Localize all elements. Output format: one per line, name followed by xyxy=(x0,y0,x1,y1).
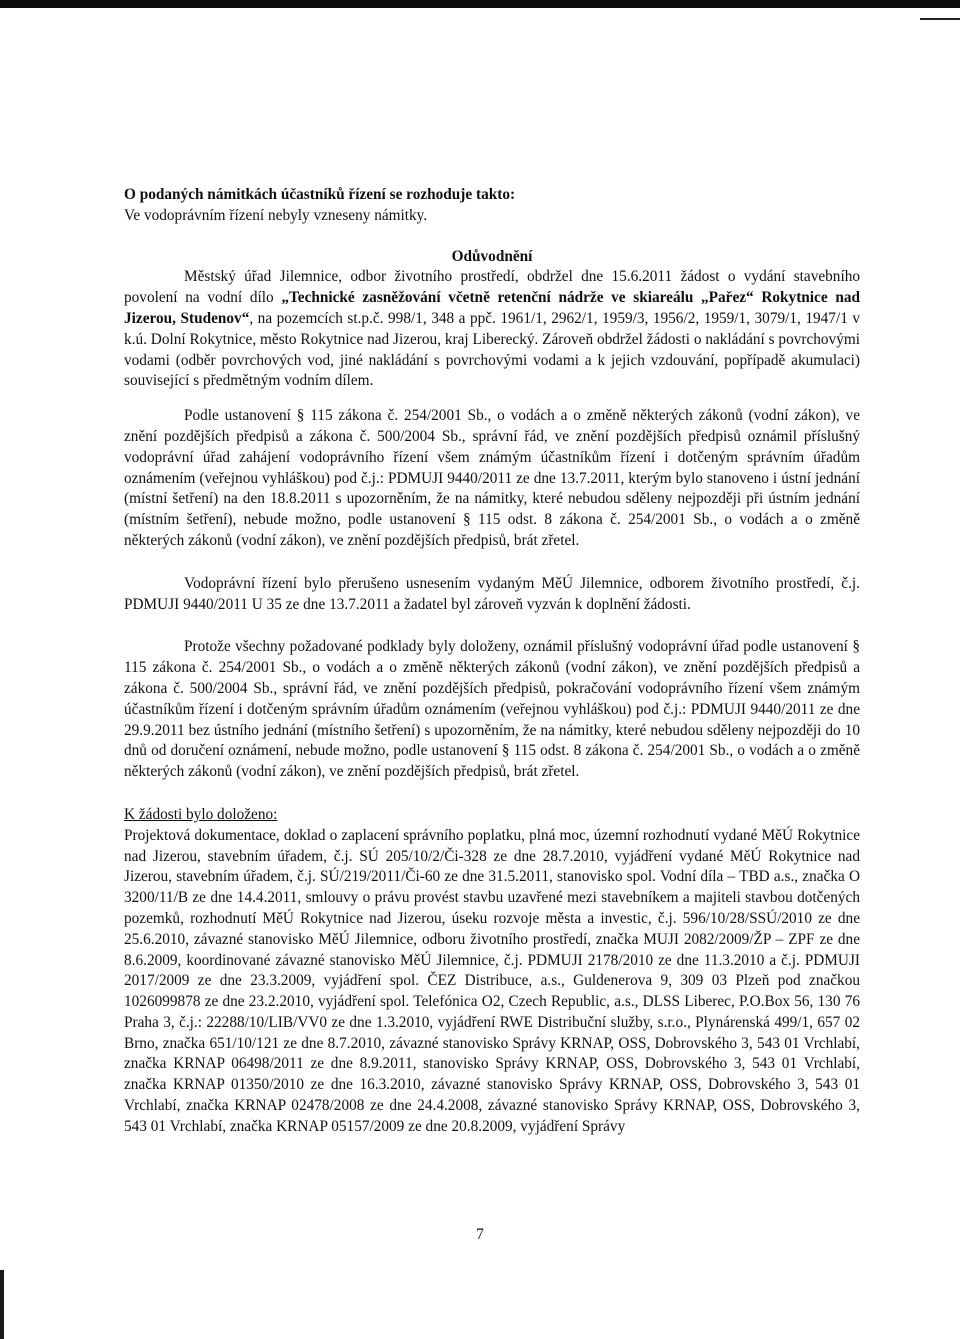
reasoning-paragraph-4: Protože všechny požadované podklady byly doloženy, oznámil příslušný vodoprávní úřad podle ustanovení § 115 zákona č. 254/2001 Sb., o vodách a o změně některých zákonů (vodní zákon), ve znění pozdějších předpisů a zákona č. 500/2004 Sb., správní řád, ve znění pozdějších předpisů, pokračování vodoprávního řízení všem známým účastníkům řízení i dotčeným správním úřadům oznámením (veřejnou vyhláškou) pod č.j.: PDMUJI 9440/2011 ze dne 29.9.2011 bez ústního jednání (místního šetření) s upozorněním, že na námitky, které nebudou sděleny nejpozději do 10 dnů od doručení oznámení, nebude možno, podle ustanovení § 115 odst. 8 zákona č. 254/2001 Sb., o vodách a o změně některých zákonů (vodní zákon), ve znění pozdějších předpisů, brát zřetel. xyxy=(124,638,860,781)
page-number: 7 xyxy=(476,1226,484,1243)
document-page xyxy=(124,185,860,1138)
reasoning-paragraph-3: Vodoprávní řízení bylo přerušeno usnesením vydaným MěÚ Jilemnice, odborem životního prostředí, č.j. PDMUJI 9440/2011 U 35 ze dne 13.7.2011 a žadatel byl zároveň vyzván k doplnění žádosti. xyxy=(124,574,860,613)
decision-heading: O podaných námitkách účastníků řízení se rozhoduje takto: xyxy=(124,186,516,203)
attachments-heading: K žádosti bylo doloženo: xyxy=(124,805,278,823)
reasoning-p1-rest: , na pozemcích st.p.č. 998/1, 348 a ppč. 1961/1, 2962/1, 1959/3, 1956/2, 1959/1, 3079/1, 1947/1 v k.ú. Dolní Rokytnice, město Rokytnice nad Jizerou, kraj Liberecký. Zároveň obdržel žádosti o nakládání s povrchovými vodami (odběr povrchových vod, jiné nakládání s povrchovými vodami a k jejich vzdouvání, popřípadě akumulaci) související s předmětným vodním dílem. xyxy=(124,309,860,390)
project-name: „Technické zasněžování včetně retenční nádrže ve skiareálu „Pařez“ Rokytnice nad Jizerou, Studenov“ xyxy=(124,289,860,327)
attachments-text: Projektová dokumentace, doklad o zaplacení správního poplatku, plná moc, územní rozhodnutí vydané MěÚ Rokytnice nad Jizerou, stavebním úřadem, č.j. SÚ 205/10/2/Či-328 ze dne 28.7.2010, vyjádření vydané MěÚ Rokytnice nad Jizerou, stavebním úřadem, č.j. SÚ/219/2011/Či-60 ze dne 31.5.2011, stanovisko spol. Vodní díla – TBD a.s., značka O 3200/11/B ze dne 14.4.2011, smlouvy o právu provést stavbu uzavřené mezi stavebníkem a majiteli stavbou dotčených pozemků, rozhodnutí MěÚ Rokytnice nad Jizerou, úseku rozvoje města a investic, č.j. 596/10/28/SSÚ/2010 ze dne 25.6.2010, závazné stanovisko MěÚ Jilemnice, odboru životního prostředí, značka MUJI 2082/2009/ŽP – ZPF ze dne 8.6.2009, koordinované závazné stanovisko MěÚ Jilemnice, č.j. PDMUJI 2178/2010 ze dne 11.3.2010 a č.j. PDMUJI 2017/2009 ze dne 23.3.2009, vyjádření spol. ČEZ Distribuce, a.s., Guldenerova 9, 309 03 Plzeň pod značkou 1026099878 ze dne 23.2.2010, vyjádření spol. Telefónica O2, Czech Republic, a.s., DLSS Liberec, P.O.Box 56, 130 76 Praha 3, č.j.: 22288/10/LIB/VV0 ze dne 1.3.2010, vyjádření RWE Distribuční služby, s.r.o., Plynárenská 499/1, 657 02 Brno, značka 651/10/121 ze dne 8.7.2010, závazné stanovisko Správy KRNAP, OSS, Dobrovského 3, 543 01 Vrchlabí, značka KRNAP 06498/2011 ze dne 8.9.2011, stanovisko Správy KRNAP, OSS, Dobrovského 3, 543 01 Vrchlabí, značka KRNAP 01350/2010 ze dne 16.3.2010, závazné stanovisko Správy KRNAP, OSS, Dobrovského 3, 543 01 Vrchlabí, značka KRNAP 02478/2008 ze dne 24.4.2008, závazné stanovisko Správy KRNAP, OSS, Dobrovského 3, 543 01 Vrchlabí, značka KRNAP 05157/2009 ze dne 20.8.2009, vyjádření Správy xyxy=(124,826,860,1135)
scan-edge-top xyxy=(0,0,960,8)
reasoning-p1-intro: Městský úřad Jilemnice, odbor životního prostředí, obdržel dne 15.6.2011 žádost o vydání stavebního povolení na vodní dílo xyxy=(124,268,860,307)
reasoning-paragraph-1 xyxy=(124,267,860,392)
reasoning-heading: Odůvodnění xyxy=(451,247,533,265)
reasoning-paragraph-2: Podle ustanovení § 115 zákona č. 254/2001 Sb., o vodách a o změně některých zákonů (vodní zákon), ve znění pozdějších předpisů a zákona č. 500/2004 Sb., správní řád, ve znění pozdějších předpisů oznámil příslušný vodoprávní úřad zahájení vodoprávního řízení všem známým účastníkům řízení i dotčeným správním úřadům oznámením (veřejnou vyhláškou) pod č.j.: PDMUJI 9440/2011 ze dne 13.7.2011, kterým bylo stanoveno i ústní jednání (místní šetření) na den 18.8.2011 s upozorněním, že na námitky, které nebudou sděleny nejpozději při ústním jednání (místním šetření), nebude možno, podle ustanovení § 115 odst. 8 zákona č. 254/2001 Sb., o vodách a o změně některých zákonů (vodní zákon), ve znění pozdějších předpisů, brát zřetel. xyxy=(124,407,860,549)
decision-text: Ve vodoprávním řízení nebyly vzneseny námitky. xyxy=(124,206,428,224)
scan-edge-left xyxy=(0,1270,4,1339)
scan-edge-top-tail xyxy=(920,6,960,20)
